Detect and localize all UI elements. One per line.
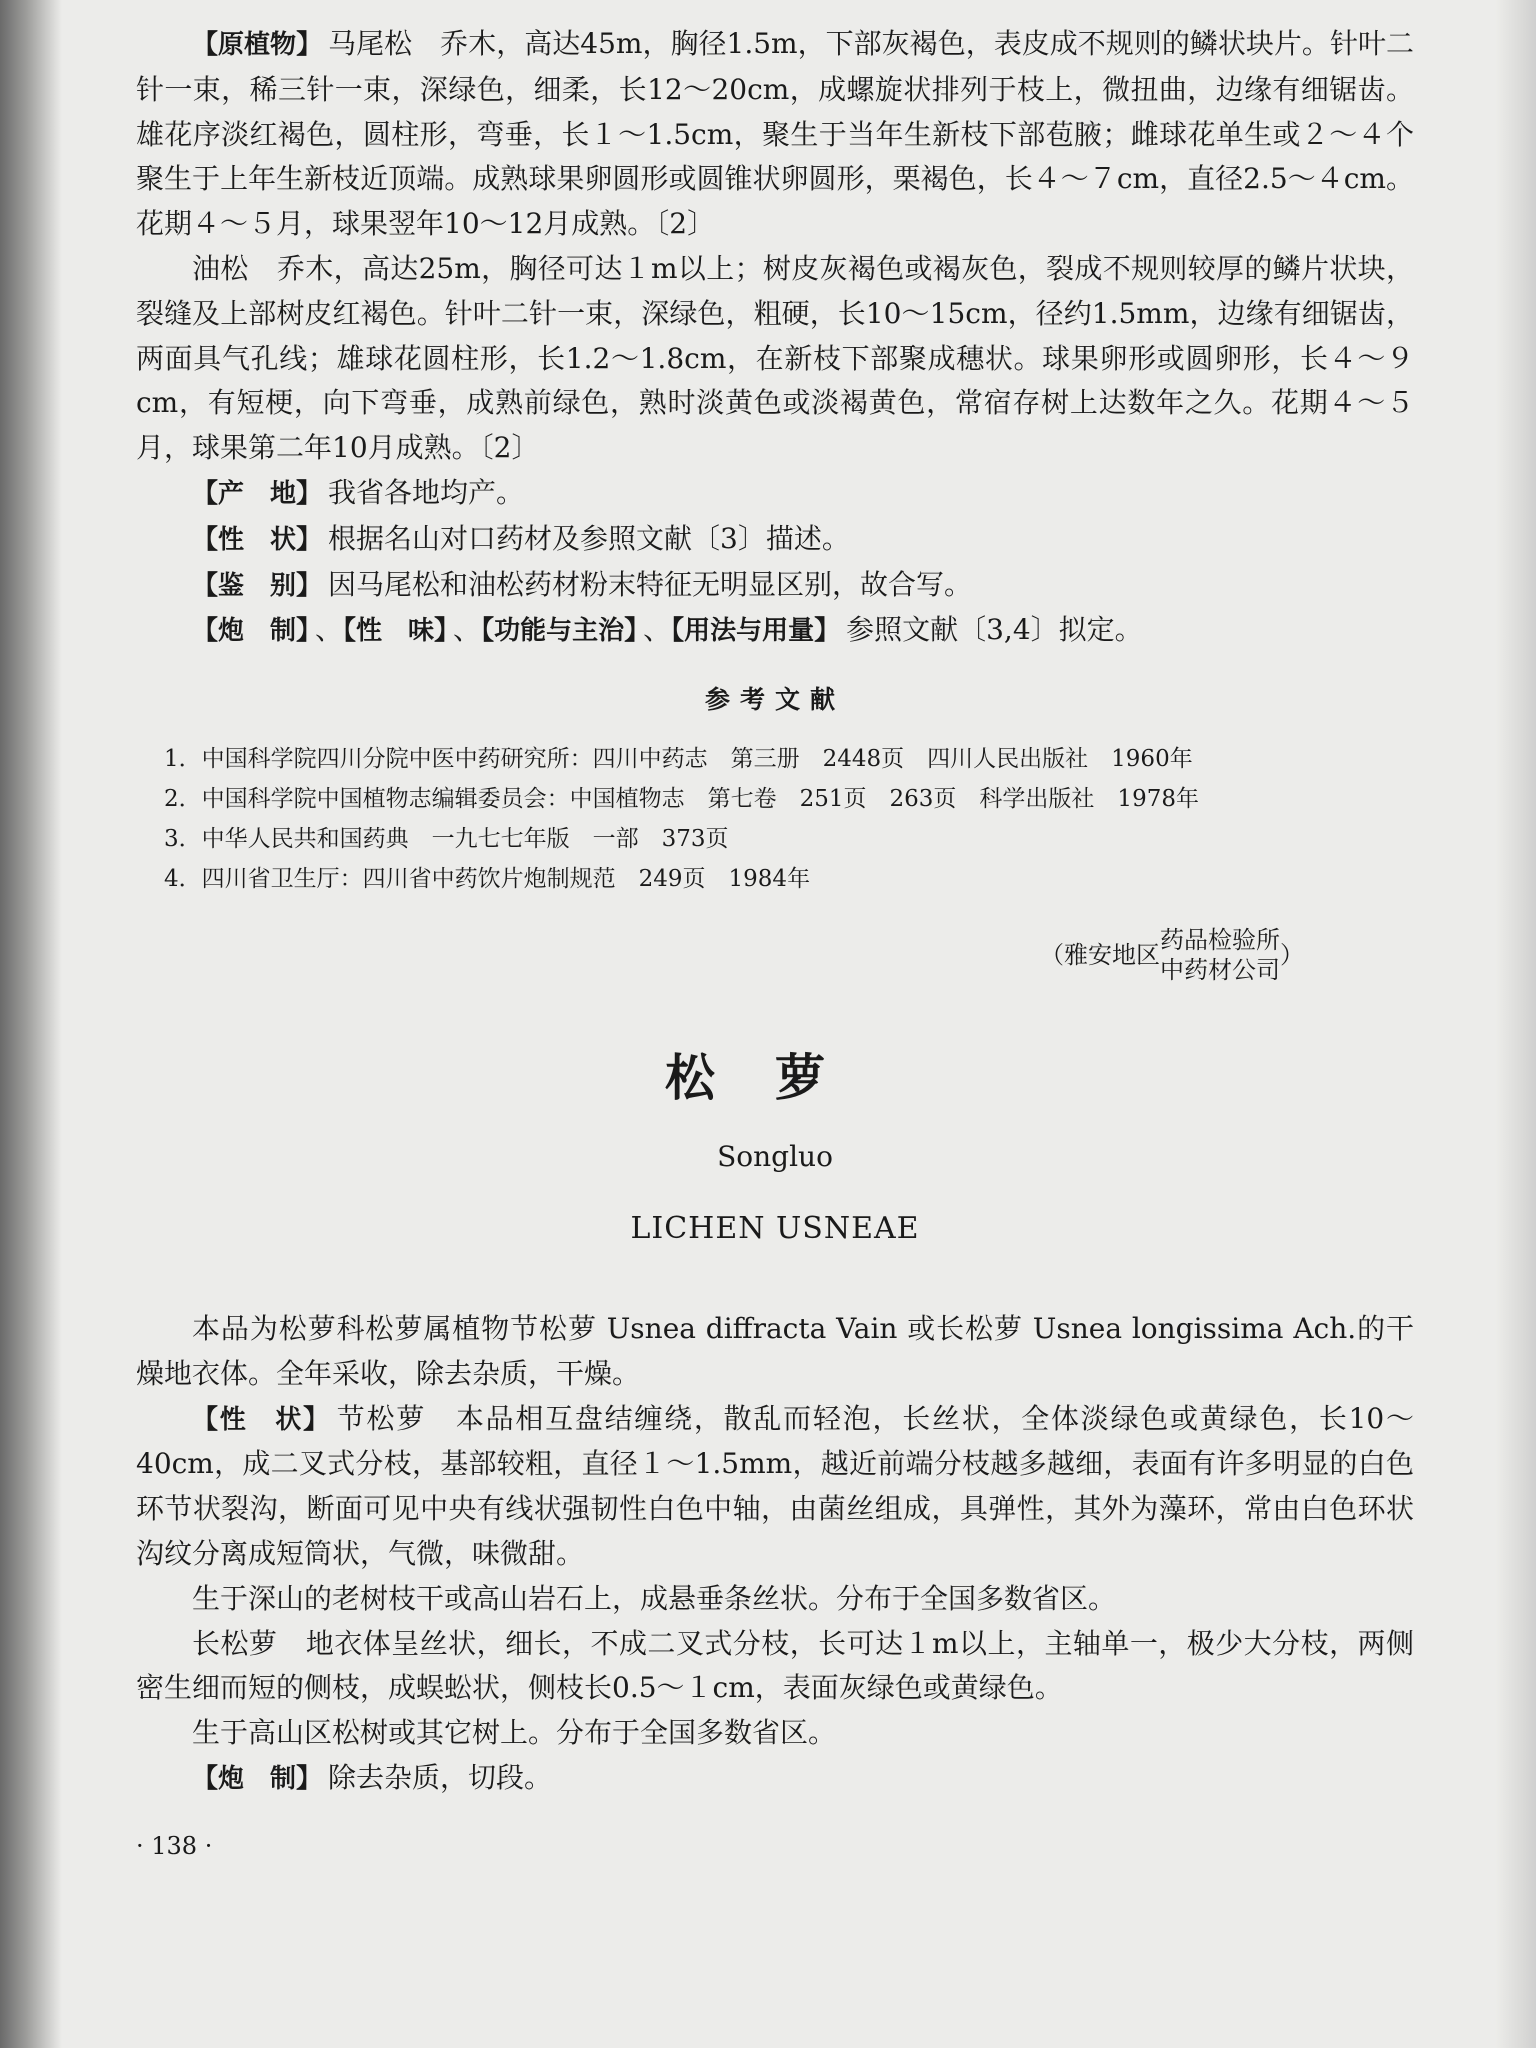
signature-line-2: 中药材公司: [1160, 955, 1280, 984]
producing-paragraph: [136, 471, 1414, 517]
entry-processing-heading: 【炮 制】: [192, 1763, 323, 1794]
origin-plant-heading: 【原植物】: [192, 30, 323, 60]
signature-prefix: （雅安地区: [1040, 940, 1160, 969]
entry-characteristics-paragraph: [136, 1397, 1414, 1577]
page-number: · 138 ·: [136, 1831, 213, 1860]
function-heading: 【功能与主治】: [481, 616, 638, 647]
identification-paragraph: [136, 563, 1414, 609]
origin-plant-text: 马尾松 乔木，高达45m，胸径1.5m，下部灰褐色，表皮成不规则的鳞状块片。针叶二针一束，稀三针一束，深绿色，细柔，长12～20cm，成螺旋状排列于枝上，微扭曲，边缘有细锯齿。雄花序淡红褐色，圆柱形，弯垂，长１～1.5cm，聚生于当年生新枝下部苞腋；雌球花单生或２～４个聚生于上年生新枝近顶端。成熟球果卵圆形或圆锥状卵圆形，栗褐色，长４～７cm，直径2.5～４cm。花期４～５月，球果翌年10～12月成熟。〔2〕: [136, 27, 1414, 241]
entry-processing-paragraph: [136, 1756, 1414, 1802]
identification-heading: 【鉴 别】: [192, 570, 323, 601]
entry-pinyin: Songluo: [717, 1139, 833, 1173]
youson-paragraph: 油松 乔木，高达25m，胸径可达１m以上；树皮灰褐色或褐灰色，裂成不规则较厚的鳞片状块，裂缝及上部树皮红褐色。针叶二针一束，深绿色，粗硬，长10～15cm，径约1.5mm，边缘有细锯齿，两面具气孔线；雄球花圆柱形，长1.2～1.8cm，在新枝下部聚成穗状。球果卵形或圆卵形，长４～９cm，有短梗，向下弯垂，成熟前绿色，熟时淡黄色或淡褐黄色，常宿存树上达数年之久。花期４～５月，球果第二年10月成熟。〔2〕: [136, 251, 1414, 465]
references-heading: 参考文献: [704, 685, 845, 715]
entry-latin-name: LICHEN USNEAE: [630, 1210, 920, 1246]
entry-habitat-paragraph-2: 生于高山区松树或其它树上。分布于全国多数省区。: [192, 1716, 837, 1750]
usage-heading: 【用法与用量】: [671, 616, 841, 647]
author-signature: [136, 925, 1304, 985]
reference-item: 1．中国科学院四川分院中医中药研究所：四川中药志 第三册 2448页 四川人民出版社 1960年: [164, 745, 1193, 772]
separator: 、: [453, 613, 482, 647]
separator: 、: [643, 613, 672, 647]
separator: 、: [315, 613, 344, 647]
signature-line-1: 药品检验所: [1160, 925, 1280, 954]
entry-long-usnea-paragraph: 长松萝 地衣体呈丝状，细长，不成二叉式分枝，长可达１m以上，主轴单一，极少大分枝，两侧密生细而短的侧枝，成蜈蚣状，侧枝长0.5～１cm，表面灰绿色或黄绿色。: [136, 1626, 1414, 1705]
characteristics-text: 根据名山对口药材及参照文献〔3〕描述。: [328, 521, 850, 555]
signature-suffix: ）: [1280, 940, 1304, 969]
binding-shadow: [0, 0, 62, 2048]
origin-plant-paragraph: [136, 22, 1414, 247]
references-list: [136, 739, 1414, 899]
entry-intro-paragraph: 本品为松萝科松萝属植物节松萝 Usnea diffracta Vain 或长松萝 Usnea longissima Ach.的干燥地衣体。全年采收，除去杂质，干燥。: [136, 1311, 1414, 1390]
identification-text: 因马尾松和油松药材粉末特征无明显区别，故合写。: [328, 567, 973, 601]
reference-item: 4．四川省卫生厅：四川省中药饮片炮制规范 249页 1984年: [164, 865, 811, 892]
combined-text: 参照文献〔3,4〕拟定。: [846, 613, 1143, 647]
page-content: [136, 22, 1414, 1862]
taste-heading: 【性 味】: [343, 616, 448, 647]
entry-characteristics-heading: 【性 状】: [192, 1404, 331, 1435]
producing-heading: 【产 地】: [192, 478, 323, 509]
reference-item: 2．中国科学院中国植物志编辑委员会：中国植物志 第七卷 251页 263页 科学出版社 1978年: [164, 785, 1199, 812]
processing-heading: 【炮 制】: [192, 616, 310, 647]
entry-title: 松萝: [665, 1048, 885, 1107]
producing-text: 我省各地均产。: [328, 475, 525, 509]
entry-characteristics-text: 节松萝 本品相互盘结缠绕，散乱而轻泡，长丝状，全体淡绿色或黄绿色，长10～40cm，成二叉式分枝，基部较粗，直径１～1.5mm，越近前端分枝越多越细，表面有许多明显的白色环节状裂沟，断面可见中央有线状强韧性白色中轴，由菌丝组成，具弹性，其外为藻环，常由白色环状沟纹分离成短筒状，气微，味微甜。: [136, 1401, 1414, 1570]
combined-headings-paragraph: [136, 608, 1414, 654]
characteristics-paragraph: [136, 517, 1414, 563]
signature-institutions: [1160, 925, 1280, 985]
characteristics-heading: 【性 状】: [192, 524, 323, 555]
reference-item: 3．中华人民共和国药典 一九七七年版 一部 373页: [164, 825, 729, 852]
entry-habitat-paragraph-1: 生于深山的老树枝干或高山岩石上，成悬垂条丝状。分布于全国多数省区。: [192, 1581, 1117, 1615]
page-edge: [1496, 0, 1536, 2048]
entry-processing-text: 除去杂质，切段。: [328, 1760, 553, 1794]
